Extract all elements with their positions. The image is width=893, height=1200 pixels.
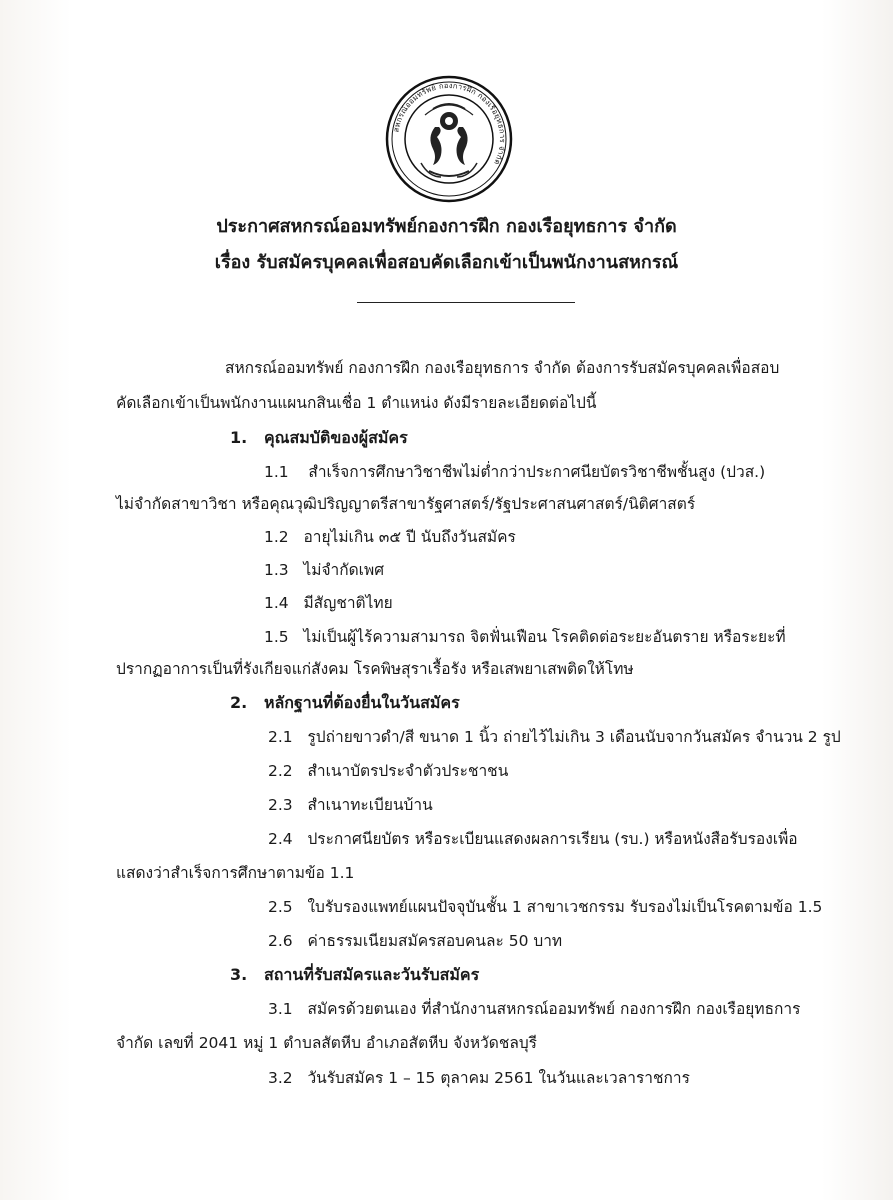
list-item-continuation: ปรากฏอาการเป็นที่รังเกียจแก่สังคม โรคพิษสุราเรื้อรัง หรือเสพยาเสพติดให้โทษ [116,660,634,678]
intro-line-2: คัดเลือกเข้าเป็นพนักงานแผนกสินเชื่อ 1 ตำแหน่ง ดังมีรายละเอียดต่อไปนี้ [116,394,597,412]
item-number: 1.5 [264,628,289,646]
item-text: สมัครด้วยตนเอง ที่สำนักงานสหกรณ์ออมทรัพย์ กองการฝึก กองเรือยุทธการ [307,1000,801,1018]
section-number: 3. [230,965,248,984]
section-title: สถานที่รับสมัครและวันรับสมัคร [263,965,480,984]
item-text: สำเนาทะเบียนบ้าน [307,796,433,814]
item-text: อายุไม่เกิน ๓๕ ปี นับถึงวันสมัคร [303,528,516,546]
cooperative-seal-icon [385,75,513,203]
list-item [268,897,822,917]
list-item [268,829,798,849]
section-2-heading [230,693,460,713]
list-item [264,627,786,647]
list-item-continuation: จำกัด เลขที่ 2041 หมู่ 1 ตำบลสัตหีบ อำเภอสัตหีบ จังหวัดชลบุรี [116,1034,538,1052]
item-number: 3.1 [268,1000,293,1018]
list-item [268,999,800,1019]
list-item [264,593,393,613]
item-number: 2.5 [268,898,293,916]
list-item [268,761,508,781]
seal-ring-text: สหกรณ์ออมทรัพย์ กองการฝึก กองเรือยุทธการ จำกัด [391,80,508,167]
item-text: วันรับสมัคร 1 – 15 ตุลาคม 2561 ในวันและเวลาราชการ [307,1069,690,1087]
list-item [264,462,765,482]
item-number: 1.1 [264,463,289,481]
item-text: รูปถ่ายขาวดำ/สี ขนาด 1 นิ้ว ถ่ายไว้ไม่เกิน 3 เดือนนับจากวันสมัคร จำนวน 2 รูป [307,728,841,746]
list-item [268,727,841,747]
item-number: 2.4 [268,830,293,848]
item-number: 3.2 [268,1069,293,1087]
section-title: หลักฐานที่ต้องยื่นในวันสมัคร [263,693,460,712]
section-number: 1. [230,428,248,447]
list-item [268,1068,690,1088]
list-item [264,560,384,580]
item-number: 2.2 [268,762,293,780]
list-item [268,795,433,815]
item-text: ประกาศนียบัตร หรือระเบียนแสดงผลการเรียน (รบ.) หรือหนังสือรับรองเพื่อ [307,830,798,848]
item-text: ค่าธรรมเนียมสมัครสอบคนละ 50 บาท [307,932,563,950]
item-number: 2.3 [268,796,293,814]
item-number: 1.4 [264,594,289,612]
announcement-title: ประกาศสหกรณ์ออมทรัพย์กองการฝึก กองเรือยุทธการ จำกัด [216,216,677,237]
item-number: 1.3 [264,561,289,579]
item-text: ใบรับรองแพทย์แผนปัจจุบันชั้น 1 สาขาเวชกรรม รับรองไม่เป็นโรคตามข้อ 1.5 [307,898,823,916]
item-number: 2.1 [268,728,293,746]
list-item-continuation: ไม่จำกัดสาขาวิชา หรือคุณวุฒิปริญญาตรีสาขารัฐศาสตร์/รัฐประศาสนศาสตร์/นิติศาสตร์ [116,495,696,513]
section-title: คุณสมบัติของผู้สมัคร [263,428,408,447]
item-text: มีสัญชาติไทย [303,594,393,612]
section-1-heading [230,428,408,448]
list-item-continuation: แสดงว่าสำเร็จการศึกษาตามข้อ 1.1 [116,864,355,882]
item-text: สำเร็จการศึกษาวิชาชีพไม่ต่ำกว่าประกาศนียบัตรวิชาชีพชั้นสูง (ปวส.) [308,463,766,481]
section-3-heading [230,965,479,985]
item-number: 2.6 [268,932,293,950]
item-text: สำเนาบัตรประจำตัวประชาชน [307,762,509,780]
item-text: ไม่เป็นผู้ไร้ความสามารถ จิตฟั่นเฟือน โรคติดต่อระยะอันตราย หรือระยะที่ [303,628,786,646]
item-text: ไม่จำกัดเพศ [303,561,385,579]
title-divider [357,302,575,303]
announcement-subject: เรื่อง รับสมัครบุคคลเพื่อสอบคัดเลือกเข้าเป็นพนักงานสหกรณ์ [214,252,679,273]
section-number: 2. [230,693,248,712]
intro-line-1: สหกรณ์ออมทรัพย์ กองการฝึก กองเรือยุทธการ จำกัด ต้องการรับสมัครบุคคลเพื่อสอบ [225,359,780,377]
item-number: 1.2 [264,528,289,546]
list-item [268,931,562,951]
list-item [264,527,516,547]
